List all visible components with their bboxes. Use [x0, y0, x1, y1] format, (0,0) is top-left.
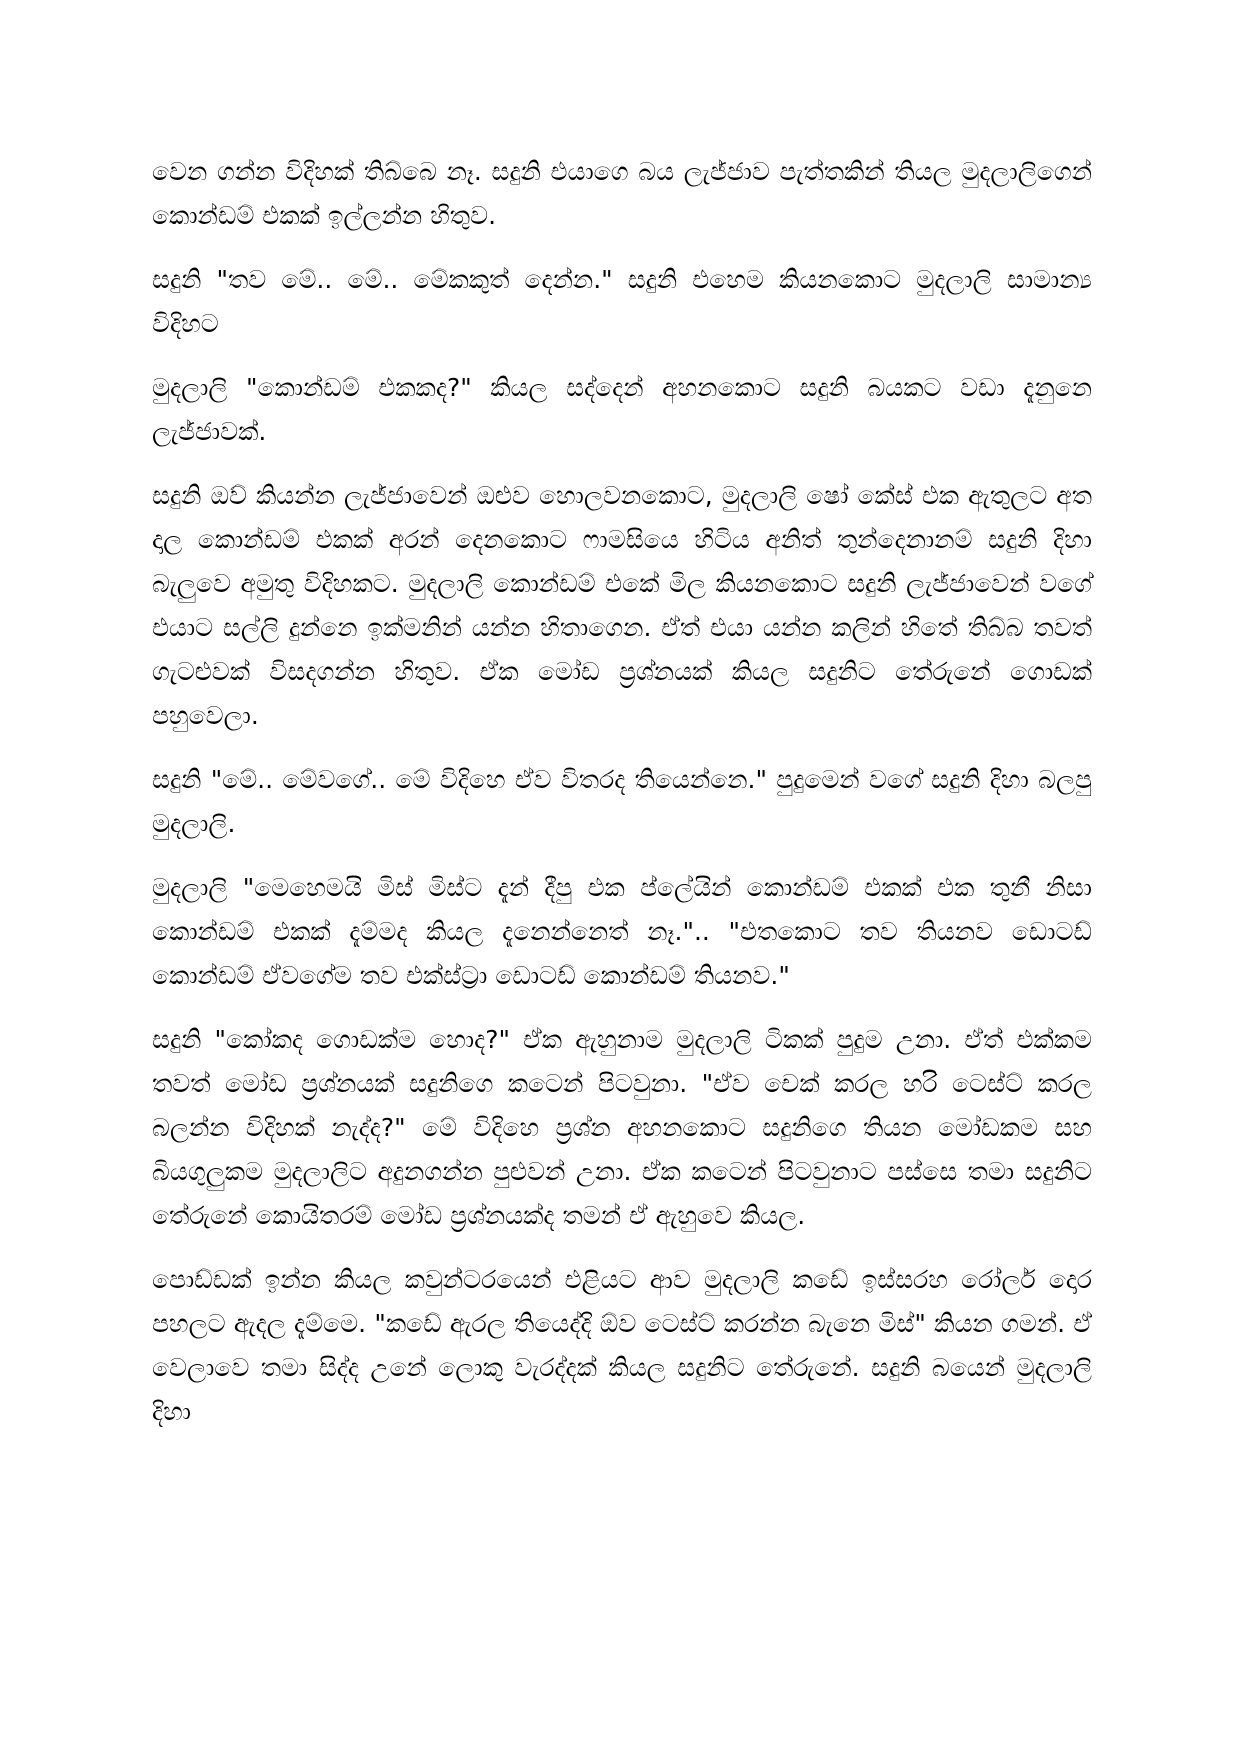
paragraph-8: පොඩ්ඩක් ඉන්න කියල කවුන්ටරයෙන් එළියට ආව මුදලාලි කඩේ ඉස්සරහ රෝලර් දොර පහලට ඇදල දැම්මෙ. "කඩේ ඇරල තියෙද්දි ඕව ටෙස්ට් කරන්න බැනෙ මිස්" කියන ගමන්. ඒ වෙලාවෙ තමා සිද්ද උනේ ලොකු වැරද්දක් කියල සදුනිට තේරුනේ. සදුනි බයෙන් මුදලාලි දිහා	[152, 1265, 1092, 1426]
document-page	[152, 150, 1092, 1454]
paragraph-3: මුදලාලි "කොන්ඩම් එකකද?" කියල සද්දෙන් අහනකොට සදුනි බයකට වඩා දැනුනෙ ලැජ්ජාවක්.	[152, 373, 1092, 446]
paragraph-6: මුදලාලි "මෙහෙමයි මිස් මිස්ට දැන් දීපු එක ප්ලේයින් කොන්ඩම් එකක් එක තුනී නිසා කොන්ඩම් එකක් දැම්මද කියල දැනෙන්නෙත් නෑ.".. "එතකොට තව තියනව ඩොටඩ් කොන්ඩම් ඒවගේම තව එක්ස්ට්‍රා ඩොටඩ් කොන්ඩම් තියනව."	[152, 873, 1092, 990]
paragraph-7: සදුනි "කෝකද ගොඩක්ම හොද?" ඒක ඇහුනාම මුදලාලි ටිකක් පුදුම උනා. ඒත් එක්කම තවත් මෝඩ ප්‍රශ්නයක් සදුනිගෙ කටෙන් පිටවුනා. "ඒව චෙක් කරල හරි ටෙස්ට් කරල බලන්න විදිහක් නැද්ද?" මේ විදිහෙ ප්‍රශ්න අහනකොට සදුනිගෙ තියන මෝඩකම සහ බියගුලුකම මුදලාලිට අදුනගන්න පුළුවන් උනා. ඒක කටෙන් පිටවුනාට පස්සෙ තමා සදුනිට තේරුනේ කොයිතරම් මෝඩ ප්‍රශ්නයක්ද තමන් ඒ ඇහුවෙ කියල.	[152, 1025, 1092, 1230]
paragraph-5: සදුනි "මේ.. මේවගේ.. මේ විදිහෙ ඒව විතරද තියෙන්නෙ." පුදුමෙන් වගේ සදුනි දිහා බලපු මුදලාලි.	[152, 765, 1092, 838]
paragraph-2: සදුනි "තව මේ.. මේ.. මේකකුත් දෙන්න." සදුනි එහෙම කියනකොට මුදලාලි සාමාන්‍ය විදිහට	[152, 265, 1092, 338]
paragraph-1: වෙන ගන්න විදිහක් තිබ්බෙ නෑ. සදුනි එයාගෙ බය ලැජ්ජාව පැත්තකින් තියල මුදලාලිගෙන් කොන්ඩම් එකක් ඉල්ලන්න හිතුව.	[152, 157, 1092, 230]
paragraph-4: සදුනි ඔව් කියන්න ලැජ්ජාවෙන් ඔළුව හොලවනකොට, මුදලාලි ෂෝ කේස් එක ඇතුලට අත දාල කොන්ඩම් එකක් අරන් දෙනකොට ෆාමසියෙ හිටිය අනිත් තුන්දෙනානම් සදුනි දිහා බැලුවෙ අමුතු විදිහකට. මුදලාලි කොන්ඩම් එකේ මිල කියනකොට සදුනි ලැජ්ජාවෙන් වගේ එයාට සල්ලි දුන්නෙ ඉක්මනින් යන්න හිතාගෙන. ඒත් එයා යන්න කලින් හිතේ තිබ්බ තවත් ගැටළුවක් විසදගන්න හිතුව. ඒක මෝඩ ප්‍රශ්නයක් කියල සදුනිට තේරුනේ ගොඩක් පහුවෙලා.	[152, 481, 1092, 730]
